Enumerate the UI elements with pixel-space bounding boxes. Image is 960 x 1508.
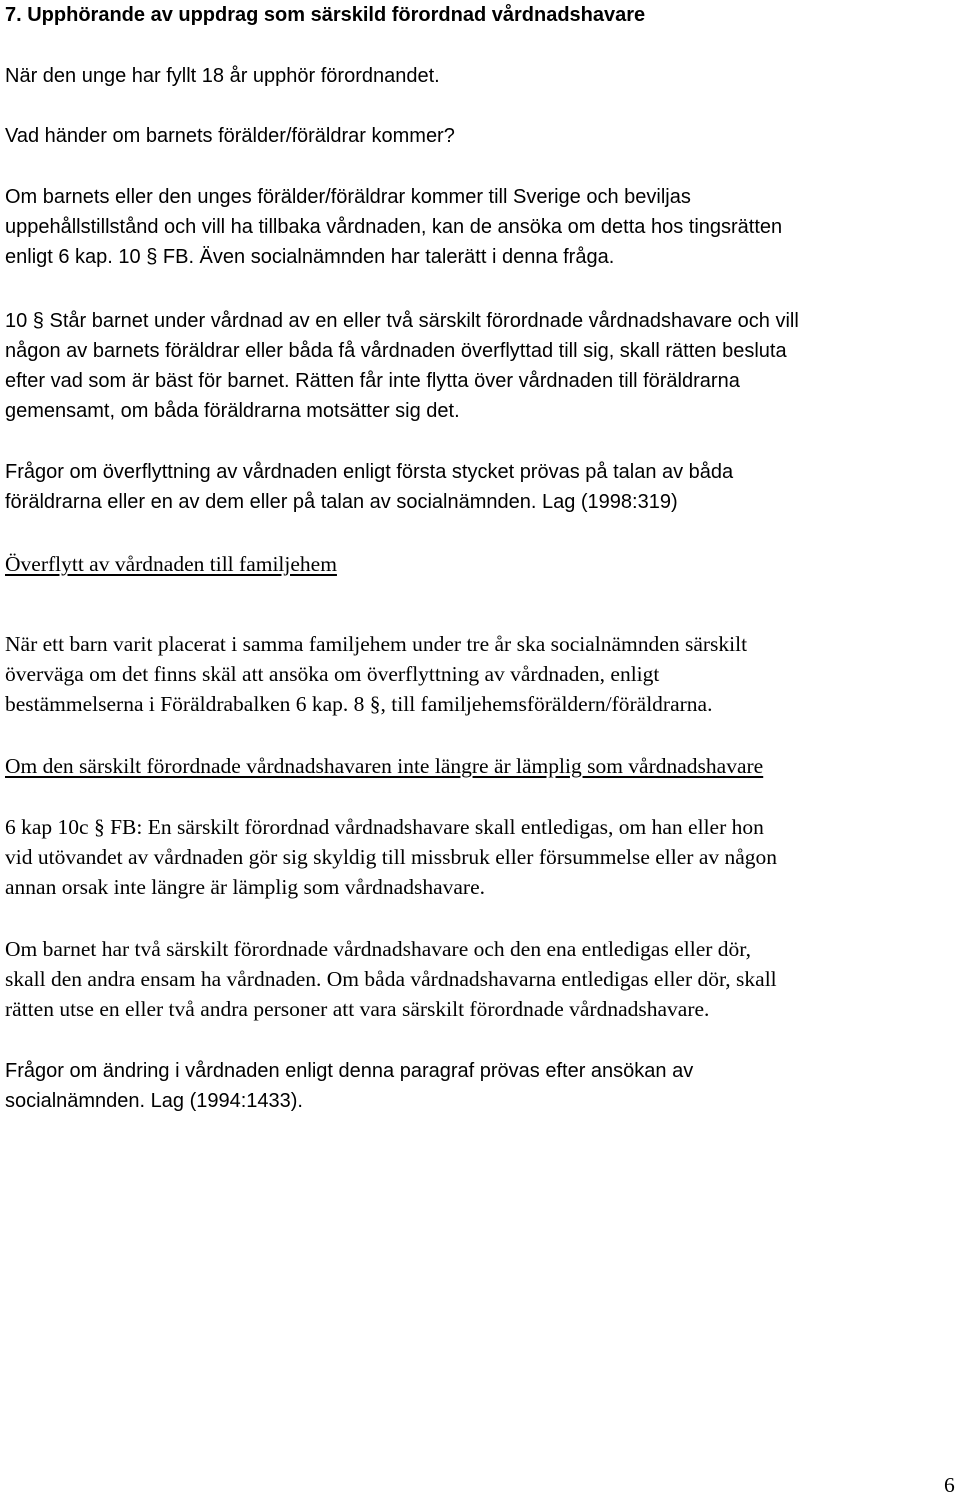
- text-line: Frågor om ändring i vårdnaden enligt denna paragraf prövas efter ansökan av: [5, 1060, 694, 1082]
- text-line: annan orsak inte längre är lämplig som vårdnadshavare.: [5, 875, 485, 899]
- paragraph-age-limit: När den unge har fyllt 18 år upphör förordnandet.: [5, 65, 440, 87]
- text-line: När ett barn varit placerat i samma familjehem under tre år ska socialnämnden särskilt: [5, 632, 748, 656]
- text-line: någon av barnets föräldrar eller båda få vårdnaden överflyttad till sig, skall rätten besluta: [5, 340, 787, 362]
- text-line: föräldrarna eller en av dem eller på talan av socialnämnden. Lag (1998:319): [5, 491, 678, 513]
- text-line: enligt 6 kap. 10 § FB. Även socialnämnden har talerätt i denna fråga.: [5, 246, 615, 268]
- text-line: överväga om det finns skäl att ansöka om överflyttning av vårdnaden, enligt: [5, 662, 660, 686]
- paragraph-question: Vad händer om barnets förälder/föräldrar kommer?: [5, 125, 455, 147]
- text-line: 10 § Står barnet under vårdnad av en eller två särskilt förordnade vårdnadshavare och vill: [5, 310, 799, 332]
- text-line: 6 kap 10c § FB: En särskilt förordnad vårdnadshavare skall entledigas, om han eller hon: [5, 815, 764, 839]
- text-line: Om barnets eller den unges förälder/föräldrar kommer till Sverige och beviljas: [5, 186, 691, 208]
- text-line: Frågor om överflyttning av vårdnaden enligt första stycket prövas på talan av båda: [5, 461, 734, 483]
- subheading-unsuitable-guardian: Om den särskilt förordnade vårdnadshavaren inte längre är lämplig som vårdnadshavare: [5, 754, 764, 778]
- text-line: uppehållstillstånd och vill ha tillbaka vårdnaden, kan de ansöka om detta hos tingsrätten: [5, 216, 783, 238]
- text-line: skall den andra ensam ha vårdnaden. Om båda vårdnadshavarna entledigas eller dör, skall: [5, 967, 777, 991]
- text-line: rätten utse en eller två andra personer att vara särskilt förordnade vårdnadshavare.: [5, 997, 710, 1021]
- page-number: 6: [944, 1473, 955, 1497]
- text-line: gemensamt, om båda föräldrarna motsätter sig det.: [5, 400, 460, 422]
- text-line: efter vad som är bäst för barnet. Rätten får inte flytta över vårdnaden till föräldrarna: [5, 370, 740, 392]
- text-line: bestämmelserna i Föräldrabalken 6 kap. 8 §, till familjehemsföräldern/föräldrarna.: [5, 692, 713, 716]
- section-heading: 7. Upphörande av uppdrag som särskild förordnad vårdnadshavare: [5, 4, 646, 26]
- subheading-foster-home: Överflytt av vårdnaden till familjehem: [5, 552, 337, 576]
- text-line: vid utövandet av vårdnaden gör sig skyldig till missbruk eller försummelse eller av någon: [5, 845, 778, 869]
- text-line: socialnämnden. Lag (1994:1433).: [5, 1090, 303, 1112]
- text-line: Om barnet har två särskilt förordnade vårdnadshavare och den ena entledigas eller dör,: [5, 937, 751, 961]
